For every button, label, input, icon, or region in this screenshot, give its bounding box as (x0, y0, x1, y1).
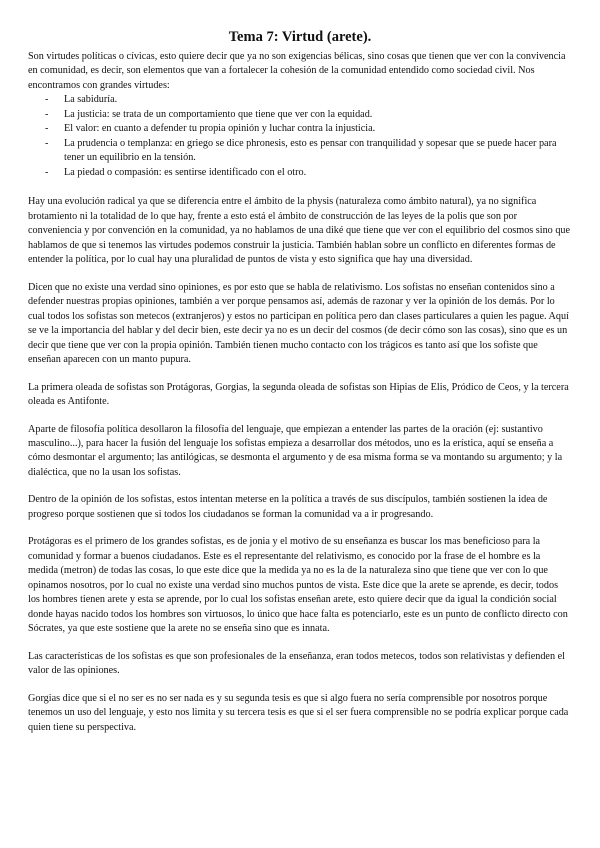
list-item: - La piedad o compasión: es sentirse identificado con el otro. (52, 166, 572, 180)
paragraph-waves: La primera oleada de sofistas son Protágoras, Gorgias, la segunda oleada de sofistas son Hipias de Elis, Pródico de Ceos, y la tercera oleada es Antifonte. (28, 381, 569, 408)
paragraph-protagoras: Protágoras es el primero de los grandes sofistas, es de jonia y el motivo de su enseñanza es buscar los mas beneficioso para la comunidad y formar a buenos ciudadanos. Este es el representante del relativismo, es conocido por la frase de el hombre es la medida (metron) de todas las cosas, lo que este dice que la medida ya no es la de la naturaleza sino que tiene que ver con lo que opinamos nosotros, por lo cual no existe una verdad sino muchos puntos de vista. Este dice que la arete se aprende, es decir, todos los hombres tienen arete y esta se aprende, por lo cual los sofistas enseñan arete, esto quiere decir que da igual la condición social donde hayas nacido todos los hombres son virtuosos, lo único que hace falta es potenciarlo, este es un punto de conflicto directo con Sócrates, ya que este sostiene que la arete no se enseña sino que es innata. (28, 536, 568, 635)
list-item: - La sabiduría. (52, 93, 572, 107)
document-title: Tema 7: Virtud (arete). (228, 29, 372, 45)
paragraph-gorgias: Gorgias dice que si el no ser es no ser nada es y su segunda tesis es que si algo fuera no sería comprensible por nosotros porque tenemos un uso del lenguaje, y esto nos limita y su tercera tesis es que si el ser fuera comprensible no se podría explicar porque cada quien tiene su perspectiva. (28, 692, 569, 733)
paragraph-physis: Hay una evolución radical ya que se diferencia entre el ámbito de la physis (naturaleza como ámbito natural), ya no significa brotamiento ni la totalidad de lo que hay, frente a esto está el ámbito de construcción de las leyes de la polis que son por conveniencia y por convención en la comunidad, ya no hablamos de una diké que tiene que ver con el equilibrio del cosmos sino que hablamos de que si tenemos las virtudes podemos construir la justicia. También hablan sobre un conflicto en diferentes formas de entender la política, por lo cual hay una pluralidad de puntos de vista y esto significa que hay una diversidad. (28, 196, 571, 266)
paragraph-relativism: Dicen que no existe una verdad sino opiniones, es por esto que se habla de relativismo. Los sofistas no enseñan contenidos sino a defender nuestras propias opiniones, también a ver porque pensamos así, además de razonar y ver la opinión de los demás. Por lo cual todos los sofistas son metecos (extranjeros) y estos no participan en política pero dan clases particulares a quien les pague. Aquí se ve la importancia del hablar y del decir bien, este decir ya no es un decir del cosmos (de decir cómo son las cosas), sino que es un decir que tiene que ver con la propia opinión. También tienen mucho contacto con los trágicos es tanto así que los sofiste que enseñan aparecen con un manto pupura. (28, 281, 569, 366)
intro-paragraph: Son virtudes políticas o cívicas, esto quiere decir que ya no son exigencias bélicas, sino cosas que tienen que ver con la convivencia en comunidad, es decir, son elementos que van a fortalecer la cohesión de la comunidad entendido como sociedad civil. Nos encontramos con grandes virtudes: (28, 50, 566, 91)
paragraph-language: Aparte de filosofía política desollaron la filosofía del lenguaje, que empiezan a entender las partes de la oración (ej: sustantivo masculino...), para hacer la fusión del lenguaje los sofistas empieza a desarrollar dos métodos, uno es la erística, aquí se enseña a cómo desmontar el argumento; las antilógicas, se desmonta el argumento y de esa misma forma se va montando su argumento; y la dialéctica, que no la usan los sofistas. (28, 423, 563, 478)
paragraph-progress: Dentro de la opinión de los sofistas, estos intentan meterse en la política a través de sus discípulos, también sostienen la idea de progreso porque sostienen que si todos los ciudadanos se forman la comunidad va a ir progresando. (28, 494, 548, 520)
list-item: - La prudencia o templanza: en griego se dice phronesis, esto es pensar con tranquilidad y sopesar que se puede hacer para tener un equilibrio en la tensión. (52, 137, 572, 166)
list-item: - El valor: en cuanto a defender tu propia opinión y luchar contra la injusticia. (52, 122, 572, 136)
virtues-list (28, 93, 572, 180)
paragraph-characteristics: Las características de los sofistas es que son profesionales de la enseñanza, eran todos metecos, todos son relativistas y defienden el valor de las opiniones. (28, 650, 565, 677)
list-item: - La justicia: se trata de un comportamiento que tiene que ver con la equidad. (52, 108, 572, 122)
